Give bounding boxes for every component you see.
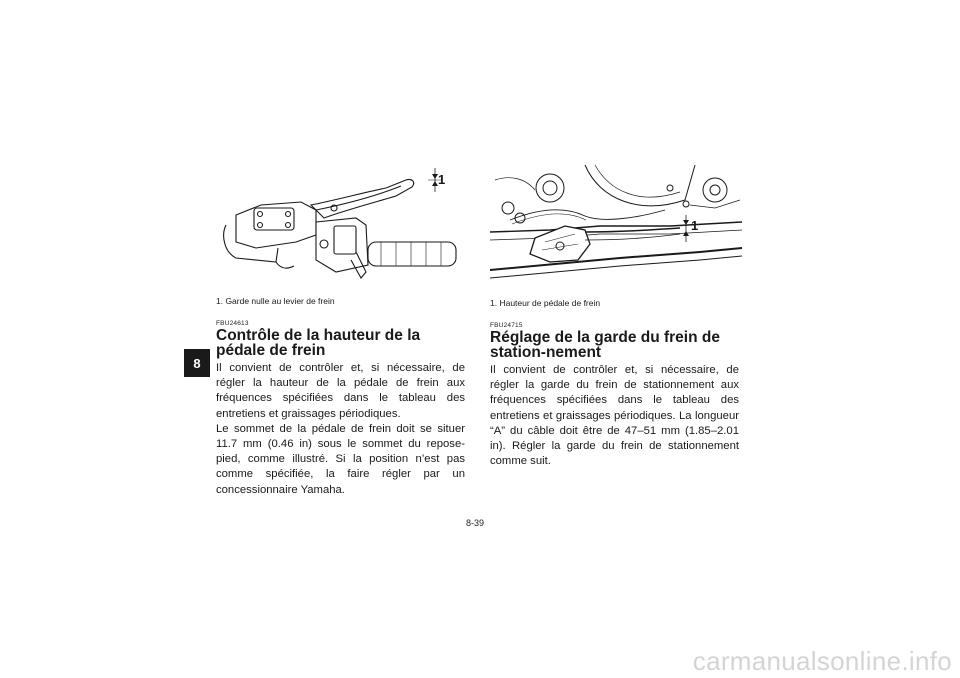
section-code: FBU24613 bbox=[216, 320, 249, 327]
right-column bbox=[490, 322, 739, 469]
section-heading: Contrôle de la hauteur de la pédale de frein bbox=[216, 327, 421, 359]
section-heading: Réglage de la garde du frein de station-nement bbox=[490, 329, 720, 361]
paragraph: Il convient de contrôler et, si nécessaire, de régler la garde du frein de stationnement aux fréquences spécifiées dans le tableau des entretiens et graissages périodiques. La longueur “A” du câble doit être de 47–51 mm (1.85–2.01 in). Régler la garde du frein de stationnement comme suit. bbox=[490, 364, 739, 468]
figure-callout: 1 bbox=[438, 172, 446, 187]
figure-caption: 1. Hauteur de pédale de frein bbox=[490, 298, 601, 308]
chapter-tab: 8 bbox=[184, 349, 210, 377]
section-code: FBU24715 bbox=[490, 322, 523, 329]
paragraph: Le sommet de la pédale de frein doit se situer 11.7 mm (0.46 in) sous le sommet du repose-pied, comme illustré. Si la position n’est pas comme spécifiée, la faire régler par un concessionnaire Yamaha. bbox=[216, 422, 465, 496]
paragraph: Il convient de contrôler et, si nécessaire, de régler la hauteur de la pédale de frein aux fréquences spécifiées dans le tableau des entretiens et graissages périodiques. bbox=[216, 362, 465, 420]
brake-lever-illustration bbox=[216, 160, 466, 285]
watermark: carmanualsonline.info bbox=[692, 646, 952, 676]
figure-callout: 1 bbox=[691, 218, 699, 233]
left-column bbox=[216, 320, 465, 498]
figure-caption: 1. Garde nulle au levier de frein bbox=[216, 296, 335, 306]
brake-pedal-illustration bbox=[490, 160, 742, 290]
page-number: 8-39 bbox=[466, 518, 485, 528]
